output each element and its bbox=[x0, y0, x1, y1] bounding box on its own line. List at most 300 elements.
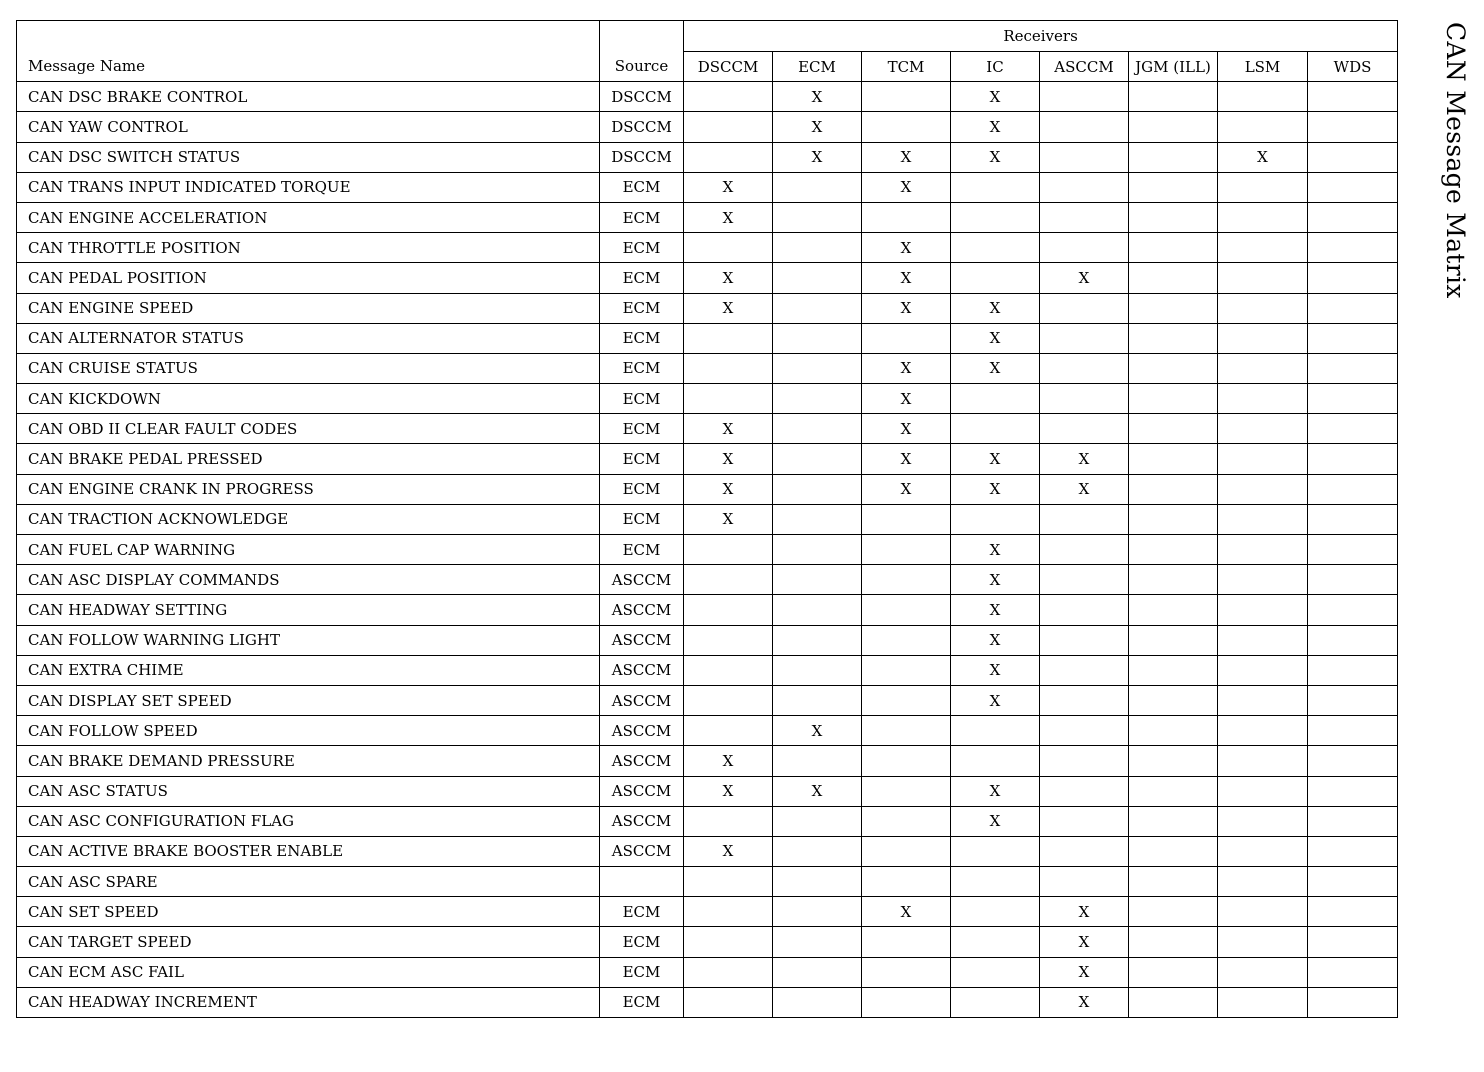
message-name-cell: CAN HEADWAY INCREMENT bbox=[17, 987, 600, 1017]
receiver-mark-cell bbox=[684, 716, 773, 746]
receiver-mark-cell: X bbox=[684, 172, 773, 202]
message-name-cell: CAN PEDAL POSITION bbox=[17, 263, 600, 293]
receiver-mark-cell bbox=[1218, 474, 1308, 504]
receiver-mark-cell bbox=[1218, 263, 1308, 293]
receiver-mark-cell bbox=[862, 504, 951, 534]
receiver-mark-cell bbox=[1308, 565, 1398, 595]
receiver-mark-cell: X bbox=[684, 746, 773, 776]
source-cell: ASCCM bbox=[600, 836, 684, 866]
receiver-mark-cell bbox=[1218, 112, 1308, 142]
receiver-mark-cell bbox=[862, 746, 951, 776]
source-cell: ECM bbox=[600, 202, 684, 232]
can-message-matrix-table bbox=[16, 20, 1398, 1018]
receiver-mark-cell: X bbox=[951, 776, 1040, 806]
message-name-cell: CAN ENGINE ACCELERATION bbox=[17, 202, 600, 232]
receiver-mark-cell bbox=[684, 112, 773, 142]
receiver-mark-cell bbox=[1129, 172, 1218, 202]
receiver-mark-cell: X bbox=[951, 142, 1040, 172]
table-row bbox=[17, 685, 1398, 715]
receiver-mark-cell bbox=[1040, 414, 1129, 444]
receiver-mark-cell bbox=[1218, 444, 1308, 474]
table-row bbox=[17, 957, 1398, 987]
source-cell: ECM bbox=[600, 293, 684, 323]
column-header-receiver: TCM bbox=[862, 52, 951, 82]
source-cell: ECM bbox=[600, 927, 684, 957]
receiver-mark-cell bbox=[773, 202, 862, 232]
receiver-mark-cell bbox=[684, 82, 773, 112]
receiver-mark-cell: X bbox=[862, 414, 951, 444]
receiver-mark-cell bbox=[1129, 82, 1218, 112]
page-title: CAN Message Matrix bbox=[1441, 22, 1470, 299]
receiver-mark-cell: X bbox=[951, 625, 1040, 655]
receiver-mark-cell bbox=[1040, 867, 1129, 897]
receiver-mark-cell: X bbox=[951, 293, 1040, 323]
receiver-mark-cell bbox=[1308, 474, 1398, 504]
receiver-mark-cell bbox=[773, 685, 862, 715]
receiver-mark-cell bbox=[773, 746, 862, 776]
receiver-mark-cell bbox=[1218, 897, 1308, 927]
receiver-mark-cell bbox=[1040, 806, 1129, 836]
source-cell: DSCCM bbox=[600, 82, 684, 112]
table-row bbox=[17, 414, 1398, 444]
receiver-mark-cell bbox=[1129, 625, 1218, 655]
receiver-mark-cell bbox=[1040, 112, 1129, 142]
table-row bbox=[17, 474, 1398, 504]
receiver-mark-cell bbox=[862, 867, 951, 897]
receiver-mark-cell: X bbox=[684, 293, 773, 323]
receiver-mark-cell: X bbox=[684, 776, 773, 806]
receiver-mark-cell: X bbox=[1218, 142, 1308, 172]
receiver-mark-cell bbox=[773, 504, 862, 534]
receiver-mark-cell bbox=[1308, 202, 1398, 232]
receiver-mark-cell bbox=[1040, 172, 1129, 202]
receiver-mark-cell bbox=[773, 927, 862, 957]
message-name-cell: CAN FOLLOW WARNING LIGHT bbox=[17, 625, 600, 655]
receiver-mark-cell: X bbox=[951, 112, 1040, 142]
source-cell: ECM bbox=[600, 987, 684, 1017]
receiver-mark-cell bbox=[862, 806, 951, 836]
receiver-mark-cell bbox=[684, 565, 773, 595]
receiver-mark-cell: X bbox=[684, 836, 773, 866]
source-cell: ASCCM bbox=[600, 655, 684, 685]
receiver-mark-cell: X bbox=[951, 444, 1040, 474]
column-header-receiver: JGM (ILL) bbox=[1129, 52, 1218, 82]
receiver-mark-cell bbox=[1129, 504, 1218, 534]
receiver-mark-cell bbox=[1040, 836, 1129, 866]
receiver-mark-cell bbox=[684, 867, 773, 897]
receiver-mark-cell bbox=[1218, 595, 1308, 625]
receiver-mark-cell: X bbox=[684, 444, 773, 474]
table-row bbox=[17, 293, 1398, 323]
table-row bbox=[17, 897, 1398, 927]
receiver-mark-cell bbox=[1129, 112, 1218, 142]
receiver-mark-cell bbox=[1308, 655, 1398, 685]
receiver-mark-cell bbox=[951, 202, 1040, 232]
column-header-receiver: WDS bbox=[1308, 52, 1398, 82]
receiver-mark-cell: X bbox=[862, 233, 951, 263]
source-cell: ECM bbox=[600, 384, 684, 414]
receiver-mark-cell bbox=[1218, 836, 1308, 866]
receiver-mark-cell bbox=[684, 806, 773, 836]
source-cell: ECM bbox=[600, 474, 684, 504]
table-row bbox=[17, 867, 1398, 897]
source-cell: DSCCM bbox=[600, 112, 684, 142]
table-row bbox=[17, 444, 1398, 474]
receiver-mark-cell: X bbox=[951, 655, 1040, 685]
table-row bbox=[17, 927, 1398, 957]
receiver-mark-cell bbox=[862, 323, 951, 353]
receiver-mark-cell: X bbox=[951, 353, 1040, 383]
table-row bbox=[17, 82, 1398, 112]
source-cell: ASCCM bbox=[600, 716, 684, 746]
source-cell: ASCCM bbox=[600, 685, 684, 715]
source-cell bbox=[600, 867, 684, 897]
message-name-cell: CAN YAW CONTROL bbox=[17, 112, 600, 142]
column-header-receiver: ECM bbox=[773, 52, 862, 82]
receiver-mark-cell bbox=[1040, 142, 1129, 172]
column-header-receiver: DSCCM bbox=[684, 52, 773, 82]
column-header-message-name: Message Name bbox=[17, 21, 600, 82]
receiver-mark-cell bbox=[773, 263, 862, 293]
receiver-mark-cell bbox=[1040, 746, 1129, 776]
receiver-mark-cell bbox=[684, 685, 773, 715]
message-name-cell: CAN BRAKE PEDAL PRESSED bbox=[17, 444, 600, 474]
message-name-cell: CAN DSC SWITCH STATUS bbox=[17, 142, 600, 172]
receiver-mark-cell: X bbox=[862, 444, 951, 474]
receiver-mark-cell bbox=[1218, 202, 1308, 232]
message-name-cell: CAN ALTERNATOR STATUS bbox=[17, 323, 600, 353]
receiver-mark-cell bbox=[1218, 172, 1308, 202]
source-cell: ECM bbox=[600, 323, 684, 353]
receiver-mark-cell bbox=[1040, 535, 1129, 565]
receiver-mark-cell bbox=[1308, 384, 1398, 414]
receiver-mark-cell bbox=[1308, 353, 1398, 383]
receiver-mark-cell bbox=[862, 927, 951, 957]
receiver-mark-cell bbox=[684, 384, 773, 414]
message-name-cell: CAN ACTIVE BRAKE BOOSTER ENABLE bbox=[17, 836, 600, 866]
receiver-mark-cell: X bbox=[951, 685, 1040, 715]
receiver-mark-cell bbox=[684, 927, 773, 957]
receiver-mark-cell bbox=[862, 716, 951, 746]
receiver-mark-cell: X bbox=[773, 776, 862, 806]
column-header-source: Source bbox=[600, 21, 684, 82]
source-cell: ECM bbox=[600, 263, 684, 293]
receiver-mark-cell bbox=[1308, 957, 1398, 987]
receiver-mark-cell: X bbox=[1040, 474, 1129, 504]
receiver-mark-cell bbox=[773, 474, 862, 504]
table-row bbox=[17, 595, 1398, 625]
receiver-mark-cell bbox=[1040, 685, 1129, 715]
receiver-mark-cell bbox=[1129, 836, 1218, 866]
receiver-mark-cell bbox=[1308, 987, 1398, 1017]
receiver-mark-cell bbox=[773, 836, 862, 866]
message-name-cell: CAN ECM ASC FAIL bbox=[17, 957, 600, 987]
receiver-mark-cell bbox=[773, 384, 862, 414]
source-cell: ASCCM bbox=[600, 746, 684, 776]
receiver-mark-cell bbox=[951, 897, 1040, 927]
receiver-mark-cell bbox=[1040, 625, 1129, 655]
receiver-mark-cell bbox=[1218, 625, 1308, 655]
receiver-mark-cell bbox=[684, 353, 773, 383]
receiver-mark-cell bbox=[1129, 867, 1218, 897]
receiver-mark-cell bbox=[684, 897, 773, 927]
receiver-mark-cell bbox=[1129, 202, 1218, 232]
receiver-mark-cell bbox=[1308, 776, 1398, 806]
header-row-group bbox=[17, 21, 1398, 52]
receiver-mark-cell bbox=[862, 655, 951, 685]
receiver-mark-cell bbox=[1218, 293, 1308, 323]
table-header bbox=[17, 21, 1398, 82]
receiver-mark-cell bbox=[1129, 474, 1218, 504]
receiver-mark-cell bbox=[684, 142, 773, 172]
table-row bbox=[17, 746, 1398, 776]
receiver-mark-cell bbox=[1308, 867, 1398, 897]
receiver-mark-cell bbox=[951, 746, 1040, 776]
receiver-mark-cell: X bbox=[862, 293, 951, 323]
receiver-mark-cell bbox=[1218, 806, 1308, 836]
receiver-mark-cell bbox=[862, 112, 951, 142]
receiver-mark-cell bbox=[1308, 746, 1398, 776]
receiver-mark-cell bbox=[1040, 323, 1129, 353]
receiver-mark-cell bbox=[1129, 233, 1218, 263]
receiver-mark-cell bbox=[1308, 172, 1398, 202]
table-row bbox=[17, 263, 1398, 293]
receiver-mark-cell bbox=[1040, 504, 1129, 534]
receiver-mark-cell bbox=[1308, 323, 1398, 353]
receiver-mark-cell bbox=[862, 565, 951, 595]
receiver-mark-cell bbox=[684, 323, 773, 353]
receiver-mark-cell bbox=[773, 625, 862, 655]
receiver-mark-cell bbox=[1129, 776, 1218, 806]
receiver-mark-cell: X bbox=[951, 323, 1040, 353]
message-name-cell: CAN FUEL CAP WARNING bbox=[17, 535, 600, 565]
receiver-mark-cell bbox=[1218, 957, 1308, 987]
receiver-mark-cell bbox=[1308, 504, 1398, 534]
receiver-mark-cell bbox=[1218, 776, 1308, 806]
receiver-mark-cell bbox=[1218, 927, 1308, 957]
receiver-mark-cell bbox=[1218, 233, 1308, 263]
receiver-mark-cell bbox=[1040, 82, 1129, 112]
table-row bbox=[17, 353, 1398, 383]
receiver-mark-cell bbox=[1129, 293, 1218, 323]
receiver-mark-cell bbox=[1040, 293, 1129, 323]
receiver-mark-cell bbox=[1218, 746, 1308, 776]
receiver-mark-cell bbox=[1308, 444, 1398, 474]
receiver-mark-cell: X bbox=[1040, 444, 1129, 474]
table-row bbox=[17, 233, 1398, 263]
receiver-mark-cell bbox=[1218, 716, 1308, 746]
receiver-mark-cell: X bbox=[773, 82, 862, 112]
receiver-mark-cell bbox=[951, 233, 1040, 263]
table-row bbox=[17, 655, 1398, 685]
table-row bbox=[17, 565, 1398, 595]
receiver-mark-cell bbox=[1308, 625, 1398, 655]
message-name-cell: CAN ENGINE SPEED bbox=[17, 293, 600, 323]
receiver-mark-cell bbox=[1308, 685, 1398, 715]
source-cell: ECM bbox=[600, 172, 684, 202]
receiver-mark-cell bbox=[773, 595, 862, 625]
table-row bbox=[17, 716, 1398, 746]
receiver-mark-cell bbox=[1129, 595, 1218, 625]
source-cell: ECM bbox=[600, 897, 684, 927]
source-cell: ECM bbox=[600, 353, 684, 383]
receiver-mark-cell bbox=[1308, 293, 1398, 323]
receiver-mark-cell bbox=[951, 836, 1040, 866]
receiver-mark-cell: X bbox=[773, 112, 862, 142]
receiver-mark-cell: X bbox=[951, 535, 1040, 565]
message-name-cell: CAN ASC DISPLAY COMMANDS bbox=[17, 565, 600, 595]
receiver-mark-cell bbox=[1308, 414, 1398, 444]
receiver-mark-cell bbox=[1218, 655, 1308, 685]
receiver-mark-cell bbox=[1308, 716, 1398, 746]
receiver-mark-cell: X bbox=[684, 263, 773, 293]
receiver-mark-cell bbox=[951, 384, 1040, 414]
receiver-mark-cell: X bbox=[951, 474, 1040, 504]
table-body bbox=[17, 82, 1398, 1018]
receiver-mark-cell: X bbox=[1040, 927, 1129, 957]
message-name-cell: CAN DSC BRAKE CONTROL bbox=[17, 82, 600, 112]
receiver-mark-cell bbox=[1129, 987, 1218, 1017]
receiver-mark-cell bbox=[1040, 202, 1129, 232]
message-name-cell: CAN DISPLAY SET SPEED bbox=[17, 685, 600, 715]
column-header-receiver: ASCCM bbox=[1040, 52, 1129, 82]
receiver-mark-cell bbox=[862, 957, 951, 987]
receiver-mark-cell bbox=[1129, 685, 1218, 715]
message-name-cell: CAN SET SPEED bbox=[17, 897, 600, 927]
table-row bbox=[17, 172, 1398, 202]
message-name-cell: CAN TARGET SPEED bbox=[17, 927, 600, 957]
receiver-mark-cell bbox=[1218, 353, 1308, 383]
receiver-mark-cell bbox=[1129, 806, 1218, 836]
receiver-mark-cell: X bbox=[1040, 987, 1129, 1017]
receiver-mark-cell bbox=[773, 172, 862, 202]
column-header-receiver: LSM bbox=[1218, 52, 1308, 82]
receiver-mark-cell bbox=[1308, 263, 1398, 293]
receiver-mark-cell bbox=[1218, 82, 1308, 112]
receiver-mark-cell bbox=[1129, 746, 1218, 776]
receiver-mark-cell bbox=[1040, 655, 1129, 685]
receiver-mark-cell bbox=[1218, 323, 1308, 353]
receiver-mark-cell bbox=[951, 504, 1040, 534]
receiver-mark-cell: X bbox=[1040, 957, 1129, 987]
receiver-mark-cell bbox=[1308, 897, 1398, 927]
receiver-mark-cell bbox=[951, 957, 1040, 987]
receiver-mark-cell bbox=[1308, 142, 1398, 172]
receiver-mark-cell: X bbox=[951, 806, 1040, 836]
source-cell: ECM bbox=[600, 504, 684, 534]
message-name-cell: CAN TRANS INPUT INDICATED TORQUE bbox=[17, 172, 600, 202]
receiver-mark-cell bbox=[773, 233, 862, 263]
receiver-mark-cell bbox=[773, 535, 862, 565]
receiver-mark-cell bbox=[1129, 353, 1218, 383]
message-name-cell: CAN TRACTION ACKNOWLEDGE bbox=[17, 504, 600, 534]
receiver-mark-cell bbox=[1308, 806, 1398, 836]
receiver-mark-cell: X bbox=[862, 172, 951, 202]
receiver-mark-cell bbox=[1218, 414, 1308, 444]
receiver-mark-cell bbox=[951, 263, 1040, 293]
receiver-mark-cell bbox=[1129, 323, 1218, 353]
source-cell: ECM bbox=[600, 233, 684, 263]
receiver-mark-cell bbox=[773, 353, 862, 383]
receiver-mark-cell bbox=[1040, 776, 1129, 806]
message-name-cell: CAN KICKDOWN bbox=[17, 384, 600, 414]
receiver-mark-cell bbox=[773, 806, 862, 836]
receiver-mark-cell: X bbox=[684, 202, 773, 232]
receiver-mark-cell: X bbox=[862, 384, 951, 414]
receiver-mark-cell: X bbox=[862, 142, 951, 172]
source-cell: ASCCM bbox=[600, 595, 684, 625]
receiver-mark-cell: X bbox=[684, 474, 773, 504]
table-row bbox=[17, 384, 1398, 414]
receiver-mark-cell: X bbox=[862, 353, 951, 383]
receiver-mark-cell bbox=[951, 867, 1040, 897]
receiver-mark-cell bbox=[1218, 685, 1308, 715]
receiver-mark-cell: X bbox=[862, 263, 951, 293]
receiver-mark-cell bbox=[862, 82, 951, 112]
receiver-mark-cell bbox=[862, 776, 951, 806]
receiver-mark-cell bbox=[1040, 595, 1129, 625]
message-name-cell: CAN ASC SPARE bbox=[17, 867, 600, 897]
message-name-cell: CAN ENGINE CRANK IN PROGRESS bbox=[17, 474, 600, 504]
receiver-mark-cell bbox=[1218, 504, 1308, 534]
receiver-mark-cell: X bbox=[862, 474, 951, 504]
receiver-mark-cell bbox=[773, 987, 862, 1017]
receiver-mark-cell bbox=[1218, 987, 1308, 1017]
source-cell: ECM bbox=[600, 444, 684, 474]
receiver-mark-cell bbox=[1308, 82, 1398, 112]
table-row bbox=[17, 504, 1398, 534]
receiver-mark-cell bbox=[1308, 836, 1398, 866]
receiver-mark-cell bbox=[773, 655, 862, 685]
column-header-receiver: IC bbox=[951, 52, 1040, 82]
table-row bbox=[17, 535, 1398, 565]
receiver-mark-cell bbox=[1218, 867, 1308, 897]
receiver-mark-cell bbox=[1218, 384, 1308, 414]
receiver-mark-cell bbox=[862, 685, 951, 715]
receiver-mark-cell: X bbox=[684, 414, 773, 444]
receiver-mark-cell bbox=[1129, 384, 1218, 414]
receiver-mark-cell bbox=[1308, 233, 1398, 263]
message-name-cell: CAN EXTRA CHIME bbox=[17, 655, 600, 685]
table-row bbox=[17, 323, 1398, 353]
table-row bbox=[17, 776, 1398, 806]
receiver-mark-cell: X bbox=[684, 504, 773, 534]
receiver-mark-cell: X bbox=[951, 82, 1040, 112]
table-row bbox=[17, 202, 1398, 232]
receiver-mark-cell bbox=[951, 414, 1040, 444]
table-row bbox=[17, 836, 1398, 866]
receiver-mark-cell bbox=[773, 867, 862, 897]
receiver-mark-cell: X bbox=[951, 595, 1040, 625]
message-name-cell: CAN HEADWAY SETTING bbox=[17, 595, 600, 625]
receiver-mark-cell bbox=[1129, 716, 1218, 746]
receiver-mark-cell bbox=[684, 655, 773, 685]
receiver-mark-cell bbox=[1129, 444, 1218, 474]
receiver-mark-cell bbox=[1040, 384, 1129, 414]
receiver-mark-cell bbox=[1218, 535, 1308, 565]
receiver-mark-cell bbox=[1129, 142, 1218, 172]
table-row bbox=[17, 142, 1398, 172]
receiver-mark-cell bbox=[1308, 595, 1398, 625]
message-name-cell: CAN OBD II CLEAR FAULT CODES bbox=[17, 414, 600, 444]
receiver-mark-cell bbox=[773, 444, 862, 474]
message-name-cell: CAN FOLLOW SPEED bbox=[17, 716, 600, 746]
receiver-mark-cell bbox=[1129, 565, 1218, 595]
receiver-mark-cell bbox=[1040, 233, 1129, 263]
receiver-mark-cell: X bbox=[773, 142, 862, 172]
receiver-mark-cell bbox=[862, 987, 951, 1017]
receiver-mark-cell: X bbox=[773, 716, 862, 746]
